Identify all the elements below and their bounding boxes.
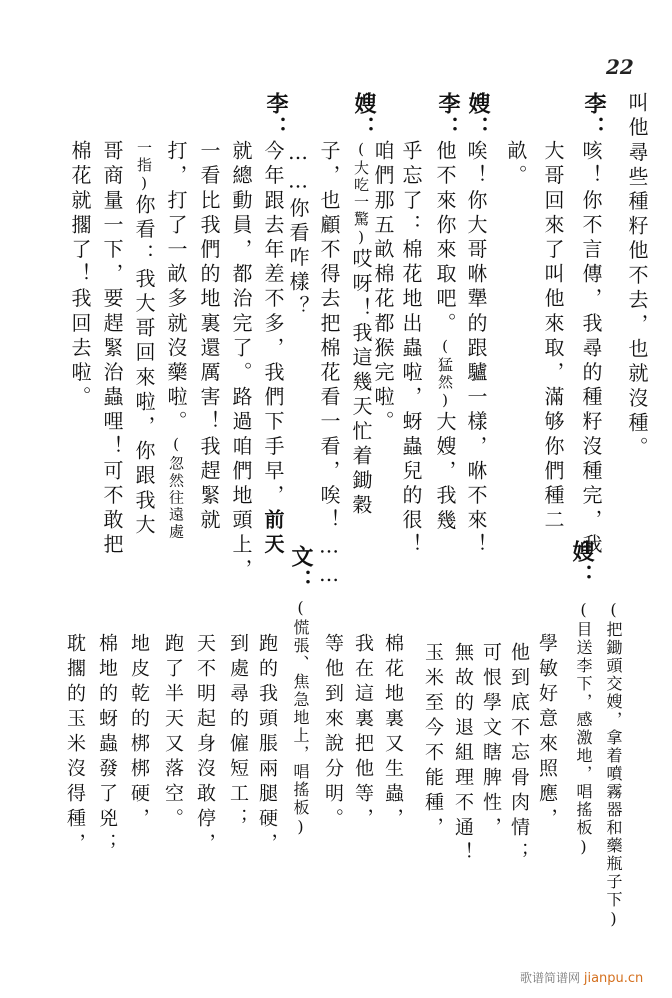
verse-line: 跑了半天又落空。 — [162, 633, 184, 833]
verse-line: 學敏好意來照應， — [536, 633, 558, 833]
line-text: 他不來你來取吧。 — [433, 140, 457, 337]
dialogue-column-5 — [463, 140, 489, 558]
stage-direction: (忽然往遠處 — [167, 435, 185, 541]
speaker-li-3: 李： — [263, 92, 288, 140]
stage-direction-2: (目送李下，感激地，唱搖板) — [574, 600, 593, 858]
speaker-wen: 文： — [288, 545, 313, 593]
line-text: 你看：我大哥回來啦，你跟我大 — [132, 194, 156, 539]
dialogue-column-12 — [260, 140, 286, 558]
verse-line: 無故的退組理不通！ — [452, 642, 474, 867]
line-text: 哎呀！我這幾天忙着鋤穀 — [349, 248, 373, 519]
verse-line: 地皮乾的梆梆硬， — [128, 633, 150, 833]
dialogue-column-13 — [228, 140, 254, 583]
line-text: 子，也顧不得去把棉花看一看，唉！…… — [317, 140, 341, 591]
verse-line: 跑的我頭脹兩腿硬， — [256, 633, 278, 858]
stage-direction-3: (慌張、焦急地上，唱搖板) — [291, 598, 310, 838]
dialogue-column-3 — [540, 140, 566, 534]
line-text: 咳！你不言傳，我尋的種籽沒種完，我 — [579, 140, 603, 559]
verse-line: 耽擱的玉米沒得種， — [64, 633, 86, 858]
line-text: 哥商量一下，要趕緊治蟲哩！可不敢把 — [100, 140, 124, 559]
verse-line: 天不明起身沒敢停， — [194, 633, 216, 858]
speaker-li-1: 李： — [581, 92, 606, 140]
dialogue-column-9 — [348, 140, 374, 519]
dialogue-column-15 — [163, 140, 189, 540]
watermark — [520, 969, 643, 986]
page-number: 22 — [606, 55, 634, 79]
line-text: 唉！你大哥咻犟的跟驢一樣，咻不來！ — [464, 140, 488, 559]
verse-line: 等他到來說分明。 — [322, 633, 344, 833]
verse-line: 可恨學文瞎脾性， — [480, 642, 502, 842]
dialogue-column-2 — [578, 140, 604, 558]
line-text: 一看比我們的地裏還厲害！我趕緊就 — [197, 140, 221, 534]
stage-direction: (大吃一驚) — [352, 140, 370, 248]
dialogue-column-16 — [131, 140, 157, 538]
line-text: 乎忘了：棉花地出蟲啦，蚜蟲兒的很！ — [399, 140, 423, 559]
dialogue-column-7 — [398, 140, 424, 558]
stage-direction: (猛然) — [436, 336, 454, 411]
verse-line: 我在這裏把他等， — [352, 633, 374, 833]
verse-line: 棉花地裏又生蟲， — [382, 633, 404, 833]
stage-direction: 一指) — [135, 140, 153, 194]
dialogue-column-6 — [432, 140, 458, 534]
verse-line: 棉地的蚜蟲發了兇； — [96, 633, 118, 858]
line-text: 畝。 — [504, 140, 528, 190]
emphasis-text: 前天 — [261, 509, 285, 559]
verse-line: 到處尋的僱短工； — [227, 633, 249, 833]
dialogue-column-10 — [316, 140, 342, 591]
speaker-sao-2: 嫂： — [351, 92, 376, 140]
dialogue-column-14 — [196, 140, 222, 534]
line-text: 叫他尋些種籽他不去，也就沒種。 — [625, 92, 649, 461]
verse-line: 他到底不忘骨肉情； — [508, 642, 530, 867]
speaker-li-2: 李： — [435, 92, 460, 140]
line-text: 大哥回來了叫他來取，滿够你們種二 — [541, 140, 565, 534]
speaker-sao-1: 嫂： — [465, 92, 490, 140]
dialogue-column-18 — [67, 140, 93, 411]
dialogue-column-17 — [99, 140, 125, 558]
dialogue-column-11 — [285, 140, 311, 320]
line-text: 大嫂，我幾 — [433, 410, 457, 534]
dialogue-column-4 — [503, 140, 529, 189]
line-text: 棉花就擱了！我回去啦。 — [68, 140, 92, 411]
verse-line: 玉米至今不能種， — [422, 642, 444, 842]
line-text: 咱們那五畝棉花都猴完啦。 — [371, 140, 395, 436]
dialogue-column-1 — [624, 92, 650, 461]
stage-direction-1: (把鋤頭交嫂，拿着噴霧器和藥瓶子下) — [604, 600, 623, 930]
speaker-sao-3: 嫂： — [569, 540, 594, 588]
line-text: 打，打了一畝多就沒藥啦。 — [164, 140, 188, 436]
watermark-url[interactable]: jianpu.cn — [583, 971, 644, 986]
line-text: 就總動員，都治完了。路過咱們地頭上， — [229, 140, 253, 583]
line-text: 今年跟去年差不多，我們下手早， — [261, 140, 285, 509]
line-text: ……你看咋樣？ — [286, 140, 310, 321]
watermark-site-name: 歌谱简谱网 — [520, 971, 581, 985]
